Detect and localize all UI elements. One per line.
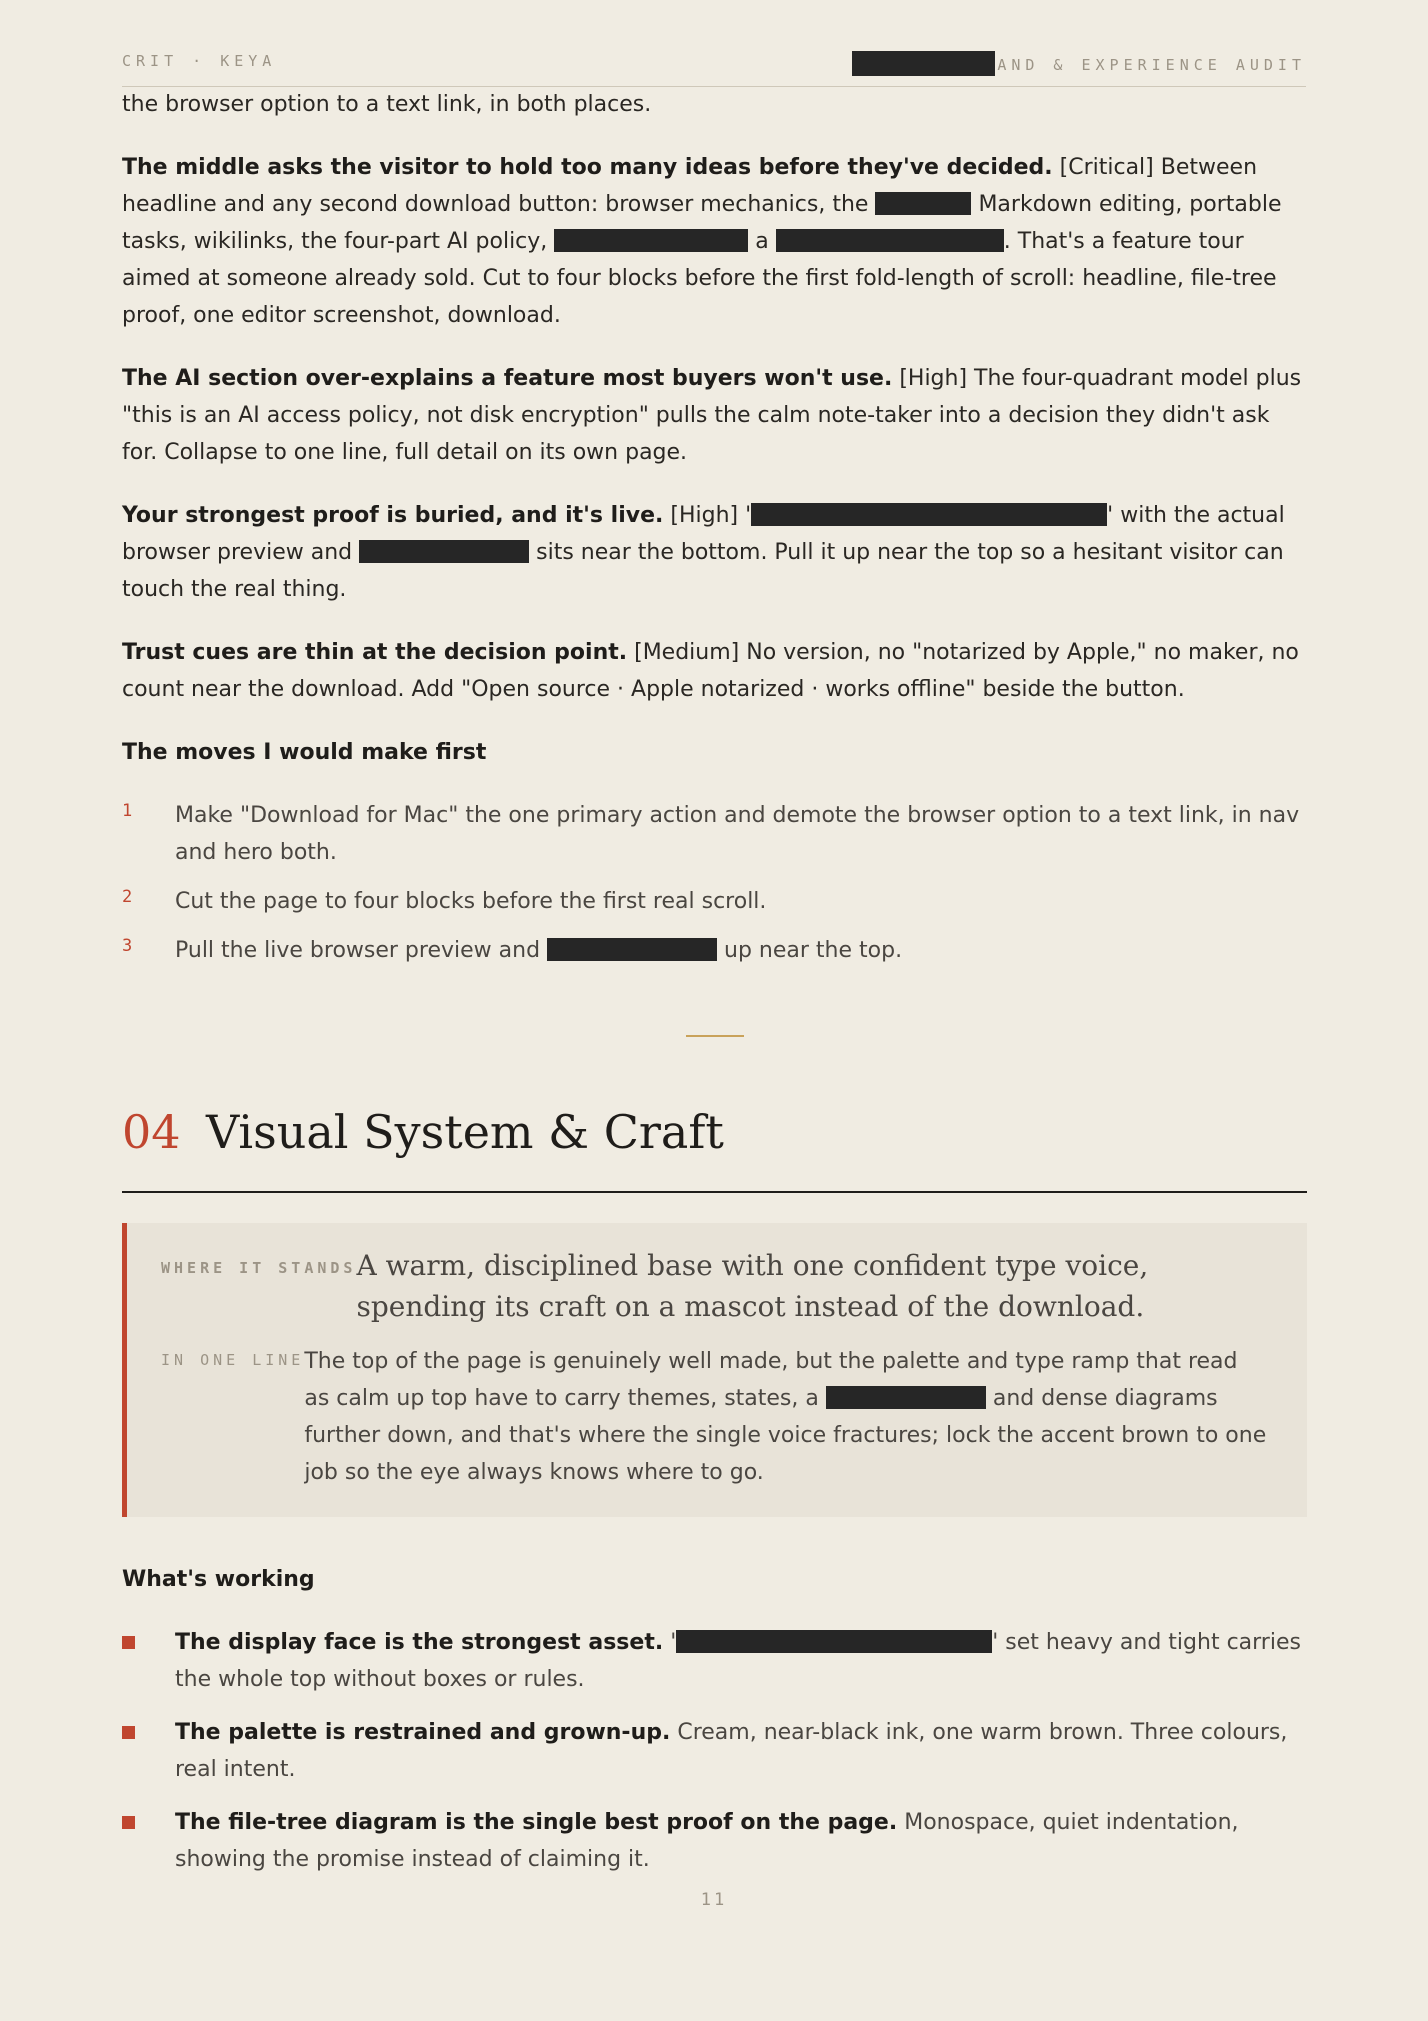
redaction-block	[751, 503, 1107, 526]
list-item	[122, 797, 1307, 871]
list-item-text: Pull the live browser preview and	[175, 938, 541, 963]
redaction-block	[826, 1386, 986, 1409]
in-one-line-label: IN ONE LINE	[161, 1351, 305, 1369]
list-item-text: Make "Download for Mac" the one primary action and demote the browser option to a text link, in nav and hero both.	[175, 803, 1300, 865]
list-number: 2	[122, 887, 133, 907]
page-content	[122, 86, 1307, 1894]
continuation-text: the browser option to a text link, in both places.	[122, 92, 652, 117]
list-item	[122, 1804, 1307, 1878]
section-divider	[686, 1035, 744, 1037]
finding-title: The middle asks the visitor to hold too many ideas before they've decided.	[122, 155, 1053, 180]
list-item-text: '	[670, 1630, 677, 1655]
header-right-label: AND & EXPERIENCE AUDIT	[997, 55, 1306, 74]
list-item-title: The display face is the strongest asset.	[175, 1630, 664, 1655]
redaction-block	[547, 938, 717, 961]
section-number: 04	[122, 1105, 181, 1159]
finding-3	[122, 497, 1307, 608]
running-header	[122, 52, 1306, 87]
list-item-text: ' set heavy and tight carries the whole top without boxes or rules.	[175, 1630, 1301, 1692]
in-one-line-text-part: The top of the page is genuinely well made, but the palette and type ramp that read as calm up top have to carry themes, states, a	[304, 1349, 1238, 1411]
list-item	[122, 1714, 1307, 1788]
list-item-title: The file-tree diagram is the single best proof on the page.	[175, 1810, 898, 1835]
finding-severity: [High]	[899, 366, 968, 391]
finding-severity: [High]	[670, 503, 739, 528]
section-title: Visual System & Craft	[206, 1105, 724, 1159]
list-number: 1	[122, 801, 133, 821]
finding-text: Markdown editing, portable tasks, wikilinks, the four-part AI policy,	[122, 192, 1282, 254]
where-it-stands-text: A warm, disciplined base with one confident type voice, spending its craft on a mascot instead of the download.	[356, 1249, 1149, 1323]
in-one-line-text-part: and dense diagrams further down, and that's where the single voice fractures; lock the accent brown to one job so the eye always knows where to go.	[304, 1386, 1267, 1485]
finding-title: Your strongest proof is buried, and it's live.	[122, 503, 664, 528]
moves-list	[122, 797, 1307, 969]
finding-severity: [Critical]	[1059, 155, 1154, 180]
finding-text: Between headline and any second download button: browser mechanics, the	[122, 155, 1258, 217]
list-item-title: The palette is restrained and grown-up.	[175, 1720, 671, 1745]
in-one-line-text	[304, 1343, 1267, 1491]
list-item-text: Cream, near-black ink, one warm brown. Three colours, real intent.	[175, 1720, 1288, 1782]
in-one-line-row	[161, 1343, 1267, 1491]
list-item-text: Monospace, quiet indentation, showing the promise instead of claiming it.	[175, 1810, 1239, 1872]
where-it-stands-label: WHERE IT STANDS	[161, 1259, 357, 1277]
moves-heading: The moves I would make first	[122, 740, 487, 765]
continuation-line	[122, 86, 1307, 123]
where-it-stands-row	[161, 1245, 1267, 1327]
finding-text: sits near the bottom. Pull it up near the top so a hesitant visitor can touch the real thing.	[122, 540, 1284, 602]
finding-title: The AI section over-explains a feature most buyers won't use.	[122, 366, 893, 391]
redaction-block	[676, 1630, 992, 1653]
redaction-block	[359, 540, 529, 563]
finding-text: . That's a feature tour aimed at someone already sold. Cut to four blocks before the first fold-length of scroll: headline, file-tree proof, one editor screenshot, download.	[122, 229, 1277, 328]
page-number: 11	[700, 1890, 728, 1910]
finding-text: ' with the actual browser preview and	[122, 503, 1285, 565]
section-heading	[122, 1105, 1307, 1193]
finding-text: '	[745, 503, 752, 528]
header-left-label: CRIT · KEYA	[122, 52, 277, 70]
header-right	[852, 52, 1306, 77]
list-item	[122, 932, 1307, 969]
redaction-block	[875, 192, 971, 215]
finding-text: No version, no "notarized by Apple," no maker, no count near the download. Add "Open source · Apple notarized · works offline" beside the button.	[122, 640, 1299, 702]
redaction-block	[776, 229, 1004, 252]
list-item-text: up near the top.	[724, 938, 903, 963]
working-list	[122, 1624, 1307, 1878]
finding-severity: [Medium]	[634, 640, 740, 665]
finding-2	[122, 360, 1307, 471]
finding-title: Trust cues are thin at the decision point.	[122, 640, 628, 665]
finding-1	[122, 149, 1307, 334]
redaction-block	[852, 51, 995, 76]
redaction-block	[554, 229, 748, 252]
square-bullet-icon	[122, 1636, 135, 1649]
working-heading: What's working	[122, 1567, 315, 1592]
list-item	[122, 1624, 1307, 1698]
square-bullet-icon	[122, 1816, 135, 1829]
list-number: 3	[122, 936, 133, 956]
square-bullet-icon	[122, 1726, 135, 1739]
list-item	[122, 883, 1307, 920]
finding-4	[122, 634, 1307, 708]
summary-callout	[122, 1223, 1307, 1517]
list-item-text: Cut the page to four blocks before the first real scroll.	[175, 889, 767, 914]
finding-text: The four-quadrant model plus "this is an AI access policy, not disk encryption" pulls the calm note-taker into a decision they didn't ask for. Collapse to one line, full detail on its own page.	[122, 366, 1302, 465]
finding-text: a	[755, 229, 769, 254]
